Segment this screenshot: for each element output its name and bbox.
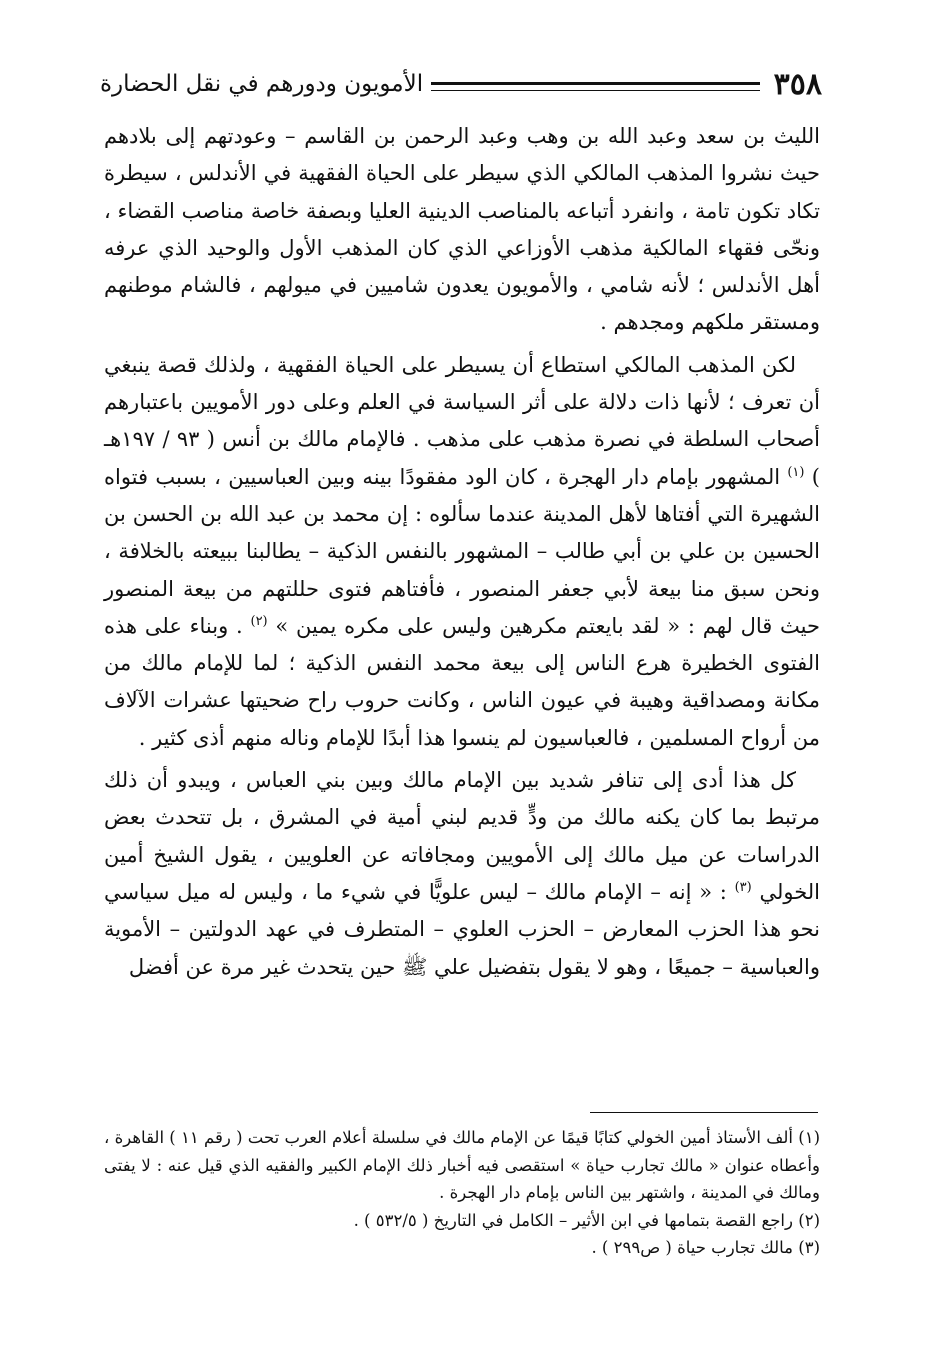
page-header [100, 62, 822, 106]
paragraph-1-text: الليث بن سعد وعبد الله بن وهب وعبد الرحمن بن القاسم – وعودتهم إلى بلادهم حيث نشروا المذهب المالكي الذي سيطر على الحياة الفقهية في الأندلس ، سيطرة تكاد تكون تامة ، وانفرد أتباعه بالمناصب الدينية العليا وبصفة خاصة مناصب القضاء ، ونحّى فقهاء المالكية مذهب الأوزاعي الذي كان المذهب الأول والوحيد الذي عرفه أهل الأندلس ؛ لأنه شامي ، والأمويون يعدون شاميين في ميولهم ، فالشام موطنهم ومستقر ملكهم ومجدهم . [104, 124, 820, 335]
footnote-2 [104, 1207, 820, 1235]
footnote-ref-1[interactable]: (١) [787, 464, 805, 480]
footnote-2-text: راجع القصة بتمامها في ابن الأثير – الكامل في التاريخ ( ٥٣٢/٥ ) . [353, 1210, 793, 1230]
paragraph-3 [104, 762, 820, 986]
footnote-1-text: ألف الأستاذ أمين الخولي كتابًا قيمًا عن الإمام مالك في سلسلة أعلام العرب تحت ( رقم ١١ ) القاهرة ، وأعطاه عنوان « مالك تجارب حياة » استقصى فيه أخبار ذلك الإمام الكبير والفقيه الذي قيل عنه : لا يفتى ومالك في المدينة ، واشتهر بين الناس بإمام دار الهجرة . [104, 1128, 820, 1202]
footnote-ref-2[interactable]: (٢) [250, 613, 268, 629]
paragraph-2-text-c: . وبناء على هذه الفتوى الخطيرة هرع الناس إلى بيعة محمد النفس الذكية ؛ لما للإمام مالك من مكانة ومصداقية وهيبة في عيون الناس ، وكانت حروب راح ضحيتها عشرات الآلاف من أرواح المسلمين ، فالعباسيون لم ينسوا هذا أبدًا للإمام وناله منهم أذى كثير . [104, 613, 820, 750]
footnote-3 [104, 1234, 820, 1262]
header-rule [431, 82, 760, 91]
paragraph-2-text-a: لكن المذهب المالكي استطاع أن يسيطر على الحياة الفقهية ، ولذلك قصة ينبغي أن تعرف ؛ لأنها ذات دلالة على أثر السياسة في العلم وعلى دور الأمويين باعتبارهم أصحاب السلطة في نصرة مذهب على مذهب . فالإمام مالك بن أنس ( ٩٣ / ١٩٧هـ ) [104, 352, 820, 489]
paragraph-3-text-b: : « إنه – الإمام مالك – ليس علويًّا في شيء ما ، وليس له ميل سياسي نحو هذا الحزب المعارض – الحزب العلوي – المتطرف في عهد الدولتين – الأموية والعباسية – جميعًا ، وهو لا يقول بتفضيل علي ﷺ حين يتحدث غير مرة عن أفضل [104, 879, 820, 979]
footnote-separator [590, 1112, 818, 1113]
paragraph-3-text-a: كل هذا أدى إلى تنافر شديد بين الإمام مالك وبين بني العباس ، ويبدو أن ذلك مرتبط بما كان يكنه مالك من ودٍّ قديم لبني أمية في المشرق ، بل تتحدث بعض الدراسات عن ميل مالك إلى الأمويين ومجافاته عن العلويين ، يقول الشيخ أمين الخولي [104, 768, 820, 904]
footnote-2-number: (٢) [798, 1210, 820, 1230]
footnote-3-number: (٣) [798, 1238, 820, 1257]
footnote-3-text: مالك تجارب حياة ( ص٢٩٩ ) . [591, 1238, 793, 1257]
paragraph-2 [104, 347, 820, 757]
page-number: ٣٥٨ [773, 66, 822, 102]
paragraph-1 [104, 118, 820, 342]
body-text [104, 118, 820, 991]
footnote-1-number: (١) [798, 1128, 820, 1147]
paragraph-2-text-b: المشهور بإمام دار الهجرة ، كان الود مفقودًا بينه وبين العباسيين ، بسبب فتواه الشهيرة التي أفتاها لأهل المدينة عندما سألوه : إن محمد بن عبد الله بن الحسن بن الحسين بن علي بن أبي طالب – المشهور بالنفس الذكية – يطالبنا ببيعته بالخلافة ، ونحن سبق منا بيعة لأبي جعفر المنصور ، فأفتاهم فتوى حللتهم من بيعة المنصور حيث قال لهم : « لقد بايعتم مكرهين وليس على مكره يمين » [104, 464, 820, 638]
running-title: الأمويون ودورهم في نقل الحضارة [100, 71, 424, 97]
footnote-1 [104, 1124, 820, 1207]
footnotes [104, 1124, 820, 1262]
footnote-ref-3[interactable]: (٣) [734, 879, 752, 895]
